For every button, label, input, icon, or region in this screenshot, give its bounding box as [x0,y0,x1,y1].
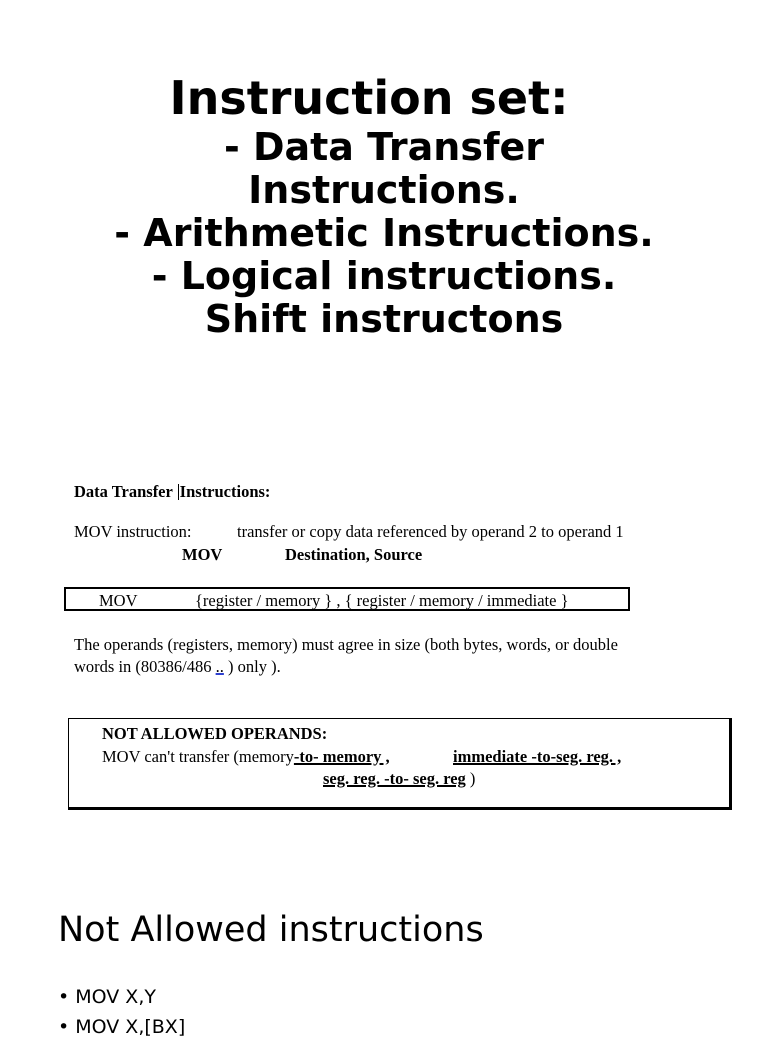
operands-line-2-post: ) only ). [228,657,281,676]
not-allowed-title: NOT ALLOWED OPERANDS: [102,724,328,743]
closing-paren: ) [469,769,476,788]
doc-heading-part2: Instructions: [179,482,271,501]
title-line: - Data Transfer [223,125,545,169]
operands-line-1: The operands (registers, memory) must agree in size (both bytes, words, or double [74,635,618,654]
doc-heading-part1: Data Transfer [74,482,177,501]
operands-line-2 [74,657,281,677]
operands-line-2-pre: words in (80386/486 [74,657,212,676]
syntax-box [64,587,630,611]
mov-label: MOV instruction: [74,522,192,541]
list-item: • MOV X,Y [58,986,156,1008]
immediate-to-seg-reg: immediate -to-seg. reg. , [453,747,622,766]
list-item: • MOV X,[BX] [58,1016,186,1038]
box-operands: {register / memory } , { register / memory / immediate } [195,591,569,610]
title-main: Instruction set: [169,71,569,125]
doc-heading [74,482,270,502]
not-allowed-box [68,718,732,810]
bullet-list [58,982,185,1042]
title-line: Instructions. [248,168,520,212]
title-line: - Logical instructions. [151,254,617,298]
not-allowed-line-1 [102,747,390,767]
syntax-operands: Destination, Source [285,545,423,564]
mov-description: transfer or copy data referenced by operand 2 to operand 1 [237,522,624,541]
section-heading: Not Allowed instructions [58,910,484,950]
bullet-text: MOV X,[BX] [75,1016,186,1038]
title-line: Shift instructons [204,297,564,341]
box-mnemonic: MOV [99,591,138,610]
spell-check-link: .. [215,657,224,676]
text-cursor [178,484,179,500]
memory-to-memory: -to- memory , [293,747,390,766]
not-allowed-pre: MOV can't transfer (memory [102,747,294,766]
seg-reg-to-seg-reg: seg. reg. -to- seg. reg [323,769,466,788]
syntax-mnemonic: MOV [182,545,223,564]
not-allowed-line-2 [323,769,475,789]
title-line: - Arithmetic Instructions. [114,211,654,255]
bullet-text: MOV X,Y [75,986,156,1008]
